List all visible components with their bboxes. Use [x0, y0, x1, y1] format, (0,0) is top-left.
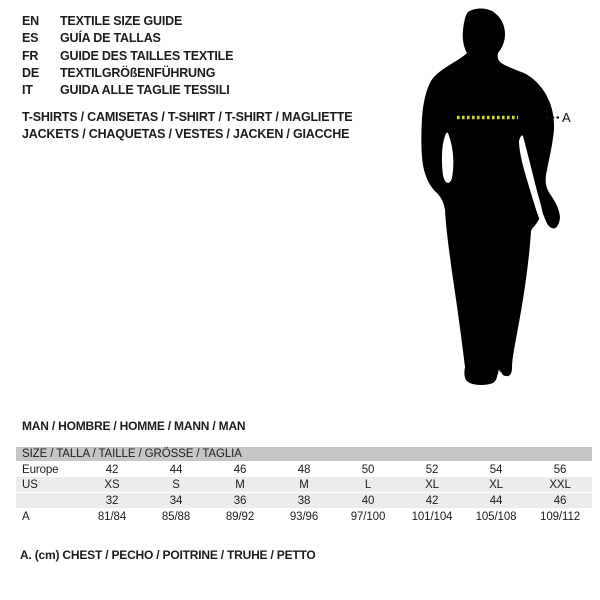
- cell: 56: [528, 462, 592, 477]
- lang-label: GUIDA ALLE TAGLIE TESSILI: [60, 83, 230, 98]
- table-header-row: [16, 447, 592, 462]
- lang-label: TEXTILE SIZE GUIDE: [60, 14, 183, 28]
- cell: 97/100: [336, 509, 400, 524]
- row-label: [16, 493, 80, 509]
- cell: 46: [528, 493, 592, 509]
- cell: XS: [80, 477, 144, 493]
- row-label: US: [16, 477, 80, 493]
- lang-code: ES: [22, 31, 39, 46]
- cell: 44: [464, 493, 528, 509]
- cell: 46: [208, 462, 272, 477]
- cell: 34: [144, 493, 208, 509]
- cell: 85/88: [144, 509, 208, 524]
- table-row-europe: [16, 462, 592, 477]
- cell: 50: [336, 462, 400, 477]
- cell: 36: [208, 493, 272, 509]
- table-header-label: SIZE / TALLA / TAILLE / GRÖSSE / TAGLIA: [16, 447, 592, 462]
- cell: M: [272, 477, 336, 493]
- cell: 44: [144, 462, 208, 477]
- cell: 48: [272, 462, 336, 477]
- category-tshirts: T-SHIRTS / CAMISETAS / T-SHIRT / T-SHIRT / MAGLIETTE: [22, 110, 353, 124]
- lang-label: TEXTILGRÖßENFÜHRUNG: [60, 65, 216, 80]
- table-row-us: [16, 477, 592, 493]
- cell: 42: [400, 493, 464, 509]
- lang-code: DE: [22, 65, 39, 80]
- measurement-label-a: A: [562, 110, 571, 125]
- size-table: [16, 447, 592, 524]
- table-row-uk: [16, 493, 592, 509]
- cell: S: [144, 477, 208, 493]
- man-silhouette-body: [421, 8, 560, 385]
- cell: 93/96: [272, 509, 336, 524]
- cell: 38: [272, 493, 336, 509]
- cell: 54: [464, 462, 528, 477]
- cell: M: [208, 477, 272, 493]
- table-row-a: [16, 509, 592, 524]
- cell: 81/84: [80, 509, 144, 524]
- gender-heading: MAN / HOMBRE / HOMME / MANN / MAN: [22, 419, 246, 433]
- measurement-note: A. (cm) CHEST / PECHO / POITRINE / TRUHE / PETTO: [20, 548, 316, 562]
- lang-label: GUÍA DE TALLAS: [60, 31, 161, 46]
- lang-code: FR: [22, 48, 39, 63]
- lang-code: EN: [22, 14, 39, 28]
- row-label: Europe: [16, 462, 80, 477]
- cell: 42: [80, 462, 144, 477]
- cell: 32: [80, 493, 144, 509]
- cell: XL: [464, 477, 528, 493]
- cell: 105/108: [464, 509, 528, 524]
- cell: 89/92: [208, 509, 272, 524]
- cell: 109/112: [528, 509, 592, 524]
- cell: XXL: [528, 477, 592, 493]
- cell: 52: [400, 462, 464, 477]
- category-jackets: JACKETS / CHAQUETAS / VESTES / JACKEN / GIACCHE: [22, 127, 350, 142]
- lang-code: IT: [22, 83, 33, 98]
- lang-label: GUIDE DES TAILLES TEXTILE: [60, 48, 234, 63]
- cell: L: [336, 477, 400, 493]
- cell: XL: [400, 477, 464, 493]
- cell: 101/104: [400, 509, 464, 524]
- row-label: A: [16, 509, 80, 524]
- cell: 40: [336, 493, 400, 509]
